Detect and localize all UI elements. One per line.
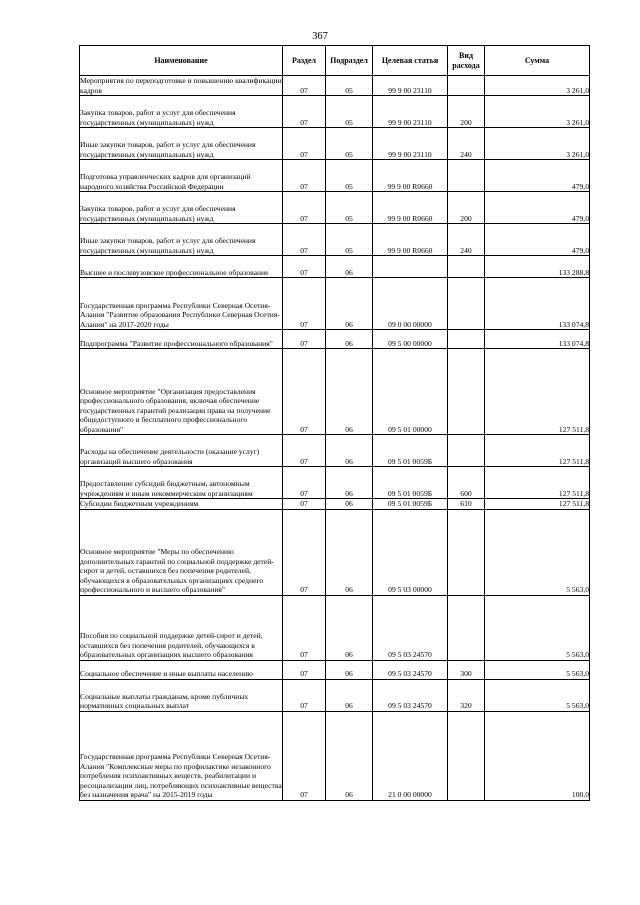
row-section-cell: 07 [283, 278, 326, 330]
row-name-cell: Иные закупки товаров, работ и услуг для обеспечения государственных (муниципальных) нужд [80, 224, 283, 256]
header-sum: Сумма [485, 46, 590, 76]
table-row [80, 435, 590, 467]
row-subsection-cell: 06 [326, 349, 373, 435]
table-row [80, 595, 590, 660]
row-subsection-cell: 05 [326, 224, 373, 256]
row-section-cell: 07 [283, 76, 326, 96]
row-name-cell: Государственная программа Республики Северная Осетия-Алания "Комплексные меры по профилактике незаконного потребления психоактивных веществ, реабилитации и ресоциализации лиц, потребляющих психоактивные вещества без назначения врача" на 2015-2019 годы [80, 711, 283, 800]
row-target-cell: 09 0 00 00000 [373, 278, 448, 330]
row-section-cell: 07 [283, 192, 326, 224]
table-body [80, 76, 590, 801]
row-sum-cell: 127 511,8 [485, 467, 590, 499]
row-expense-cell [448, 160, 485, 192]
row-sum-cell: 127 511,8 [485, 435, 590, 467]
row-expense-cell: 200 [448, 192, 485, 224]
row-expense-cell [448, 76, 485, 96]
row-name-cell: Государственная программа Республики Северная Осетия-Алания "Развитие образования Республики Северная Осетия-Алания" на 2017-2020 годы [80, 278, 283, 330]
row-sum-cell: 479,0 [485, 160, 590, 192]
row-expense-cell [448, 349, 485, 435]
row-expense-cell: 240 [448, 224, 485, 256]
row-name-cell: Основное мероприятие "Организация предоставления профессионального образования, включая обеспечение государственных гарантий реализации права на получение общедоступного и бесплатного профессионального образования" [80, 349, 283, 435]
row-expense-cell: 610 [448, 499, 485, 510]
row-expense-cell [448, 509, 485, 595]
row-name-cell: Подпрограмма "Развитие профессионального образования" [80, 330, 283, 349]
row-name-cell: Мероприятия по переподготовке и повышению квалификации кадров [80, 76, 282, 95]
row-section-cell: 07 [283, 160, 326, 192]
row-target-cell: 99 9 00 23110 [373, 76, 448, 96]
header-name: Наименование [80, 46, 283, 76]
row-section-cell: 07 [283, 711, 326, 800]
row-target-cell: 99 9 00 R0660 [373, 192, 448, 224]
row-target-cell: 99 9 00 23110 [373, 128, 448, 160]
row-name-cell: Расходы на обеспечение деятельности (оказание услуг) организаций высшего образования [80, 435, 283, 467]
row-target-cell: 09 5 00 00000 [373, 330, 448, 349]
row-name-cell: Основное мероприятие "Меры по обеспечению дополнительных гарантий по социальной поддержке детей-сирот и детей, оставшихся без попечения родителей, обучающихся в образовательных организациях среднего профессионального и высшего образования" [80, 509, 283, 595]
table-row [80, 499, 590, 510]
row-target-cell: 09 5 03 24570 [373, 595, 448, 660]
row-target-cell: 09 5 03 24570 [373, 679, 448, 711]
row-target-cell: 09 5 01 00000 [373, 349, 448, 435]
row-section-cell: 07 [283, 128, 326, 160]
row-expense-cell: 600 [448, 467, 485, 499]
row-name-cell: Закупка товаров, работ и услуг для обеспечения государственных (муниципальных) нужд [80, 96, 283, 128]
row-subsection-cell: 06 [326, 467, 373, 499]
row-name-cell: Социальное обеспечение и иные выплаты населению [80, 660, 283, 679]
row-expense-cell [448, 711, 485, 800]
row-sum-cell: 133 074,8 [485, 330, 590, 349]
row-sum-cell: 5 563,0 [485, 679, 590, 711]
row-name-cell: Пособия по социальной поддержке детей-сирот и детей, оставшихся без попечения родителей, обучающихся в образовательных организациях высшего образования [80, 595, 283, 660]
row-subsection-cell: 06 [326, 256, 373, 278]
row-target-cell: 99 9 00 R0660 [373, 224, 448, 256]
table-row [80, 330, 590, 349]
table-row [80, 711, 590, 800]
row-sum-cell: 479,0 [485, 224, 590, 256]
row-expense-cell: 200 [448, 96, 485, 128]
row-target-cell: 09 5 01 0059Б [373, 435, 448, 467]
row-subsection-cell: 05 [326, 192, 373, 224]
row-sum-cell: 5 563,0 [485, 660, 590, 679]
row-subsection-cell: 06 [326, 499, 373, 510]
row-name-cell: Предоставление субсидий бюджетным, автономным учреждениям и иным некоммерческим организациям [80, 467, 283, 499]
row-subsection-cell: 05 [326, 128, 373, 160]
row-name-cell: Высшее и послевузовское профессиональное образование [80, 256, 283, 278]
row-section-cell: 07 [283, 256, 326, 278]
table-row [80, 256, 590, 278]
table-header-row [80, 46, 590, 76]
row-target-cell: 09 5 01 0059Б [373, 467, 448, 499]
row-section-cell: 07 [283, 224, 326, 256]
row-section-cell: 07 [283, 509, 326, 595]
row-section-cell: 07 [283, 499, 326, 510]
table-row [80, 509, 590, 595]
row-name-cell: Подготовка управленческих кадров для организаций народного хозяйства Российской Федерации [80, 160, 283, 192]
budget-table [79, 45, 590, 801]
row-sum-cell: 3 261,0 [485, 128, 590, 160]
row-section-cell: 07 [283, 349, 326, 435]
row-section-cell: 07 [283, 595, 326, 660]
row-target-cell: 99 9 00 23110 [373, 96, 448, 128]
table-row [80, 660, 590, 679]
row-target-cell [373, 256, 448, 278]
row-sum-cell: 479,0 [485, 192, 590, 224]
row-subsection-cell: 06 [326, 509, 373, 595]
row-expense-cell [448, 435, 485, 467]
row-target-cell: 09 5 03 24570 [373, 660, 448, 679]
row-expense-cell [448, 595, 485, 660]
row-subsection-cell: 05 [326, 160, 373, 192]
row-expense-cell [448, 330, 485, 349]
row-section-cell: 07 [283, 467, 326, 499]
row-sum-cell: 3 261,0 [485, 96, 590, 128]
row-expense-cell: 300 [448, 660, 485, 679]
table-row [80, 467, 590, 499]
header-section: Раздел [283, 46, 326, 76]
table-row [80, 128, 590, 160]
row-sum-cell: 5 563,0 [485, 595, 590, 660]
row-section-cell: 07 [283, 660, 326, 679]
header-expense: Вид расхода [448, 46, 485, 76]
row-subsection-cell: 05 [326, 76, 373, 96]
row-subsection-cell: 06 [326, 330, 373, 349]
row-expense-cell: 320 [448, 679, 485, 711]
row-target-cell: 09 5 03 00000 [373, 509, 448, 595]
row-subsection-cell: 06 [326, 435, 373, 467]
table-row [80, 278, 590, 330]
row-expense-cell [448, 278, 485, 330]
row-section-cell: 07 [283, 96, 326, 128]
row-sum-cell: 133 288,8 [485, 256, 590, 278]
row-section-cell: 07 [283, 435, 326, 467]
table-row [80, 192, 590, 224]
table-row [80, 349, 590, 435]
row-subsection-cell: 05 [326, 96, 373, 128]
header-target: Целевая статья [373, 46, 448, 76]
row-name-cell: Субсидии бюджетным учреждениям [80, 499, 283, 510]
row-sum-cell: 127 511,8 [485, 499, 590, 510]
row-name-cell: Социальные выплаты гражданам, кроме публичных нормативных социальных выплат [80, 679, 283, 711]
row-sum-cell: 3 261,0 [485, 76, 590, 96]
row-sum-cell: 5 563,0 [485, 509, 590, 595]
row-subsection-cell: 06 [326, 595, 373, 660]
table-row [80, 224, 590, 256]
row-subsection-cell: 06 [326, 660, 373, 679]
row-section-cell: 07 [283, 330, 326, 349]
table-row [80, 679, 590, 711]
row-sum-cell: 100,0 [485, 711, 590, 800]
table-row [80, 96, 590, 128]
row-expense-cell [448, 256, 485, 278]
row-target-cell: 21 0 00 00000 [373, 711, 448, 800]
row-target-cell: 09 5 01 0059Б [373, 499, 448, 510]
table-row [80, 160, 590, 192]
row-expense-cell: 240 [448, 128, 485, 160]
row-sum-cell: 127 511,8 [485, 349, 590, 435]
row-name-cell: Иные закупки товаров, работ и услуг для обеспечения государственных (муниципальных) нужд [80, 128, 283, 160]
header-subsection: Подраздел [326, 46, 373, 76]
row-sum-cell: 133 074,8 [485, 278, 590, 330]
row-subsection-cell: 06 [326, 679, 373, 711]
row-subsection-cell: 06 [326, 711, 373, 800]
row-name-cell: Закупка товаров, работ и услуг для обеспечения государственных (муниципальных) нужд [80, 192, 283, 224]
table-row [80, 76, 590, 96]
page-number: 367 [312, 31, 328, 42]
row-target-cell: 99 9 00 R0660 [373, 160, 448, 192]
row-section-cell: 07 [283, 679, 326, 711]
row-subsection-cell: 06 [326, 278, 373, 330]
